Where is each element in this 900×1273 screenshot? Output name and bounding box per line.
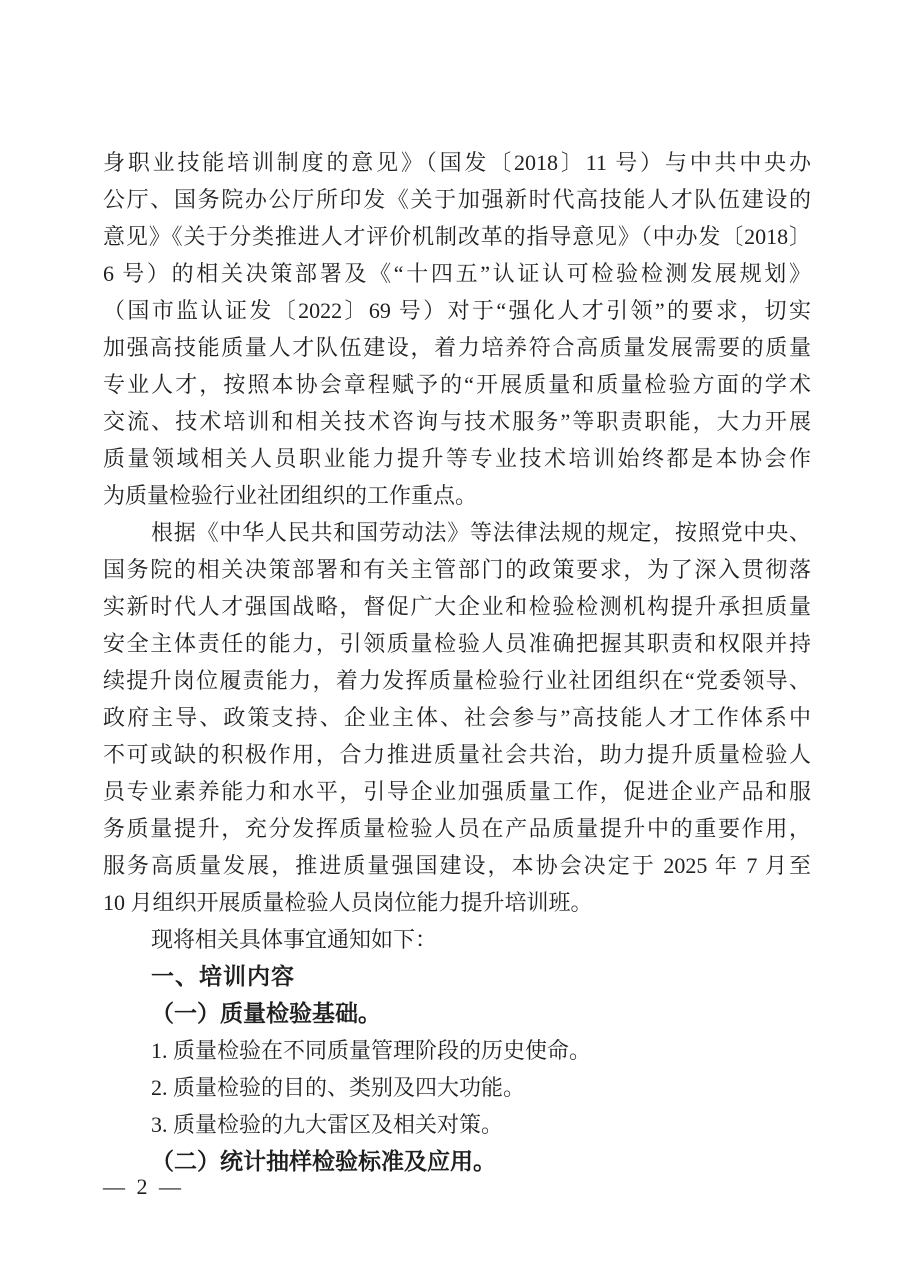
document-body xyxy=(103,144,811,1180)
text-line: 一、培训内容 xyxy=(151,963,295,989)
text-line: 意见》《关于分类推进人才评价机制改革的指导意见》（中办发〔2018〕 xyxy=(103,224,811,249)
text-line: 安全主体责任的能力，引领质量检验人员准确把握其职责和权限并持 xyxy=(103,631,811,656)
text-line: 务质量提升，充分发挥质量检验人员在产品质量提升中的重要作用， xyxy=(103,816,811,841)
text-line: 政府主导、政策支持、企业主体、社会参与”高技能人才工作体系中 xyxy=(103,705,811,730)
text-line: 公厅、国务院办公厅所印发《关于加强新时代高技能人才队伍建设的 xyxy=(103,187,811,212)
page-number: — 2 — xyxy=(103,1174,184,1199)
text-line: 现将相关具体事宜通知如下： xyxy=(151,927,438,952)
text-line: 加强高技能质量人才队伍建设，着力培养符合高质量发展需要的质量 xyxy=(103,335,811,360)
text-line: 6 号）的相关决策部署及《“十四五”认证认可检验检测发展规划》 xyxy=(103,261,811,286)
text-line: 服务高质量发展，推进质量强国建设，本协会决定于 2025 年 7 月至 xyxy=(103,853,811,878)
text-line: 员专业素养能力和水平，引导企业加强质量工作，促进企业产品和服 xyxy=(103,779,811,804)
text-line: 3. 质量检验的九大雷区及相关对策。 xyxy=(151,1112,504,1137)
text-line: 1. 质量检验在不同质量管理阶段的历史使命。 xyxy=(151,1038,592,1063)
text-line: 质量领域相关人员职业能力提升等专业技术培训始终都是本协会作 xyxy=(103,446,811,471)
text-line: 国务院的相关决策部署和有关主管部门的政策要求，为了深入贯彻落 xyxy=(103,557,811,582)
text-line: 不可或缺的积极作用，合力推进质量社会共治，助力提升质量检验人 xyxy=(103,742,811,767)
text-line: 续提升岗位履责能力，着力发挥质量检验行业社团组织在“党委领导、 xyxy=(103,668,811,693)
text-line: 专业人才，按照本协会章程赋予的“开展质量和质量检验方面的学术 xyxy=(103,372,811,397)
text-line: （一）质量检验基础。 xyxy=(151,1001,381,1026)
text-line: 为质量检验行业社团组织的工作重点。 xyxy=(103,483,478,508)
text-line: 身职业技能培训制度的意见》（国发〔2018〕11 号）与中共中央办 xyxy=(103,150,811,175)
text-line: 10 月组织开展质量检验人员岗位能力提升培训班。 xyxy=(103,890,593,915)
text-line: 根据《中华人民共和国劳动法》等法律法规的规定，按照党中央、 xyxy=(151,520,811,545)
text-line: （国市监认证发〔2022〕69 号）对于“强化人才引领”的要求，切实 xyxy=(103,298,811,323)
text-line: 2. 质量检验的目的、类别及四大功能。 xyxy=(151,1075,526,1100)
text-line: 实新时代人才强国战略，督促广大企业和检验检测机构提升承担质量 xyxy=(103,594,811,619)
text-line: （二）统计抽样检验标准及应用。 xyxy=(151,1149,496,1174)
text-line: 交流、技术培训和相关技术咨询与技术服务”等职责职能，大力开展 xyxy=(103,409,811,434)
